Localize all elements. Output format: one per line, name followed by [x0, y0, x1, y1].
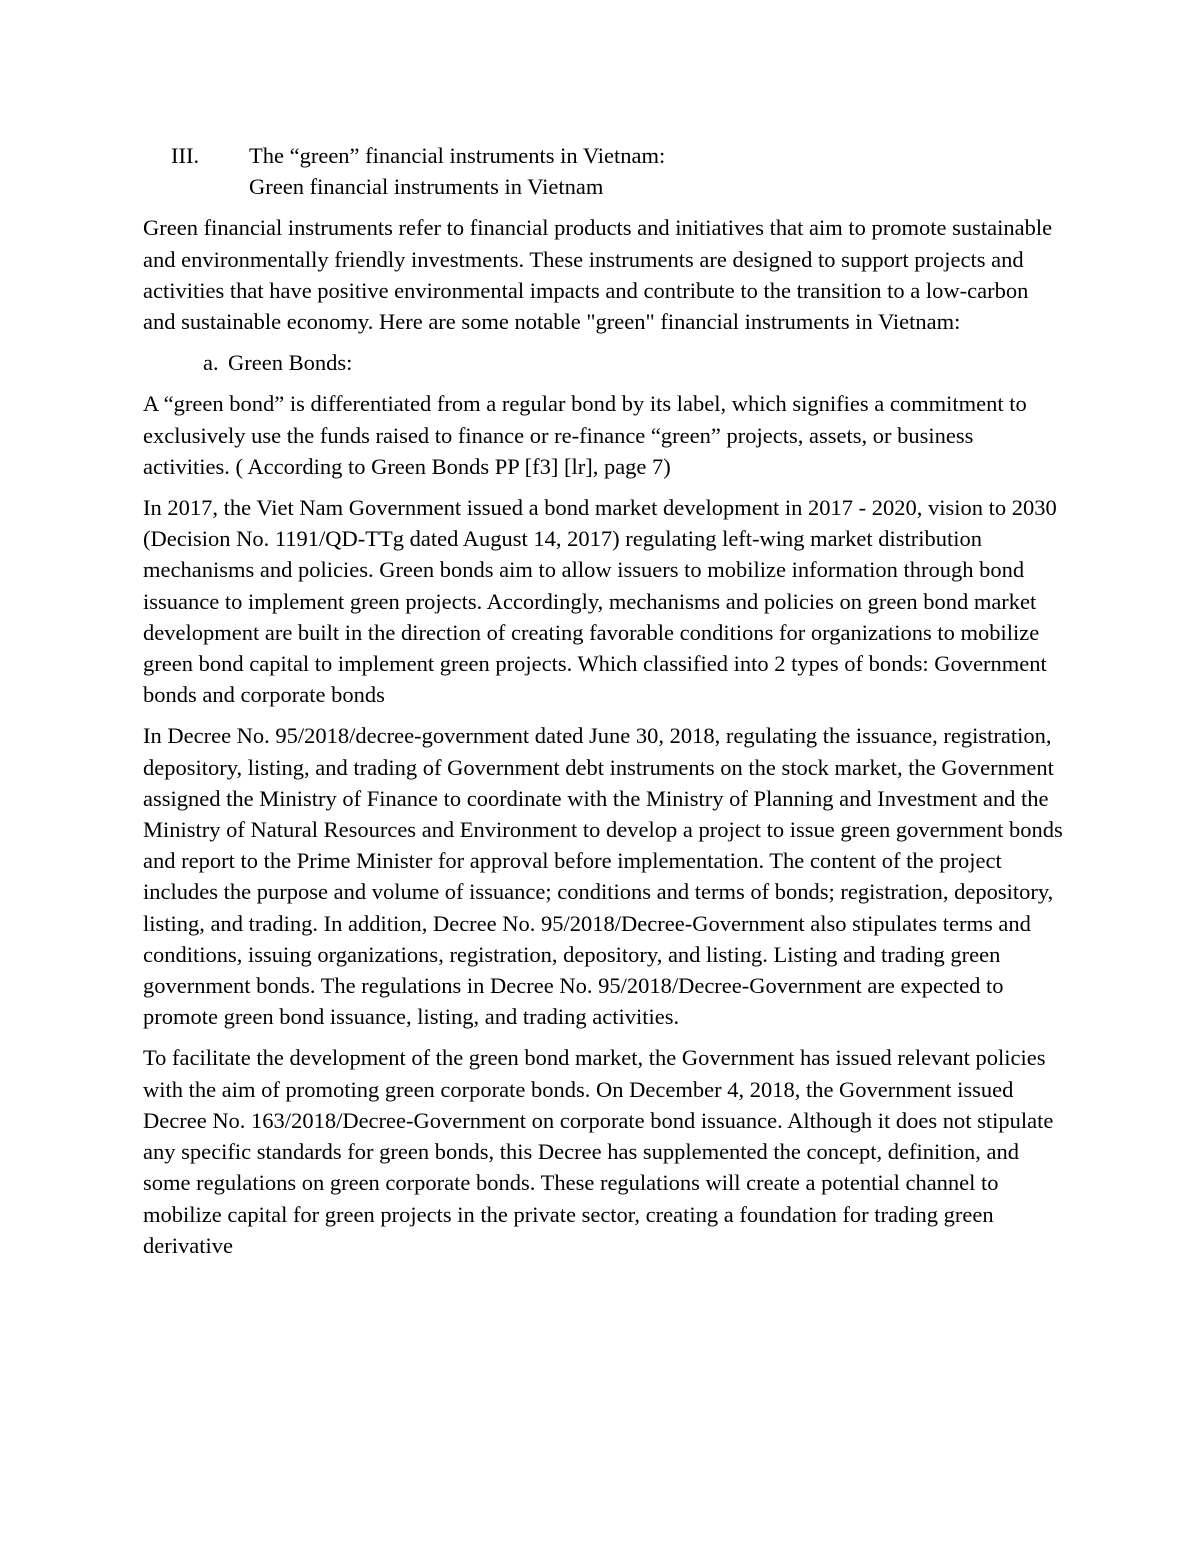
list-marker: a. — [203, 350, 219, 376]
list-item-green-bonds — [143, 347, 1063, 378]
paragraph-intro: Green financial instruments refer to financial products and initiatives that aim to promote sustainable and environmentally friendly investments. These instruments are designed to support projects and activities that have positive environmental impacts and contribute to the transition to a low-carbon and sustainable economy. Here are some notable "green" financial instruments in Vietnam: — [143, 215, 1053, 335]
paragraph-decree-163: To facilitate the development of the green bond market, the Government has issued relevant policies with the aim of promoting green corporate bonds. On December 4, 2018, the Government issued Decree No. 163/2018/Decree-Government on corporate bond issuance. Although it does not stipulate any specific standards for green bonds, this Decree has supplemented the concept, definition, and some regulations on green corporate bonds. These regulations will create a potential channel to mobilize capital for green projects in the private sector, creating a foundation for trading green derivative — [143, 1045, 1054, 1258]
paragraph-green-bond-definition: A “green bond” is differentiated from a regular bond by its label, which signifies a commitment to exclusively use the funds raised to finance or re-finance “green” projects, assets, or business activities. ( According to Green Bonds PP [f3] [lr], page 7) — [143, 391, 1027, 479]
section-number: III. — [171, 143, 200, 168]
list-label: Green Bonds: — [228, 350, 353, 376]
paragraph-decree-95: In Decree No. 95/2018/decree-government dated June 30, 2018, regulating the issuance, registration, depository, listing, and trading of Government debt instruments on the stock market, the Government assigned the Ministry of Finance to coordinate with the Ministry of Planning and Investment and the Ministry of Natural Resources and Environment to develop a project to issue green government bonds and report to the Prime Minister for approval before implementation. The content of the project includes the purpose and volume of issuance; conditions and terms of bonds; registration, depository, listing, and trading. In addition, Decree No. 95/2018/Decree-Government also stipulates terms and conditions, issuing organizations, registration, depository, and listing. Listing and trading green government bonds. The regulations in Decree No. 95/2018/Decree-Government are expected to promote green bond issuance, listing, and trading activities. — [143, 723, 1063, 1030]
section-heading — [143, 140, 1063, 171]
paragraph-decision-2017: In 2017, the Viet Nam Government issued a bond market development in 2017 - 2020, vision to 2030 (Decision No. 1191/QD-TTg dated August 14, 2017) regulating left-wing market distribution mechanisms and policies. Green bonds aim to allow issuers to mobilize information through bond issuance to implement green projects. Accordingly, mechanisms and policies on green bond market development are built in the direction of creating favorable conditions for organizations to mobilize green bond capital to implement green projects. Which classified into 2 types of bonds: Government bonds and corporate bonds — [143, 495, 1057, 708]
section-title: The “green” financial instruments in Vietnam: — [249, 143, 666, 168]
document-page — [143, 140, 1063, 1271]
section-subtitle: Green financial instruments in Vietnam — [249, 174, 604, 200]
